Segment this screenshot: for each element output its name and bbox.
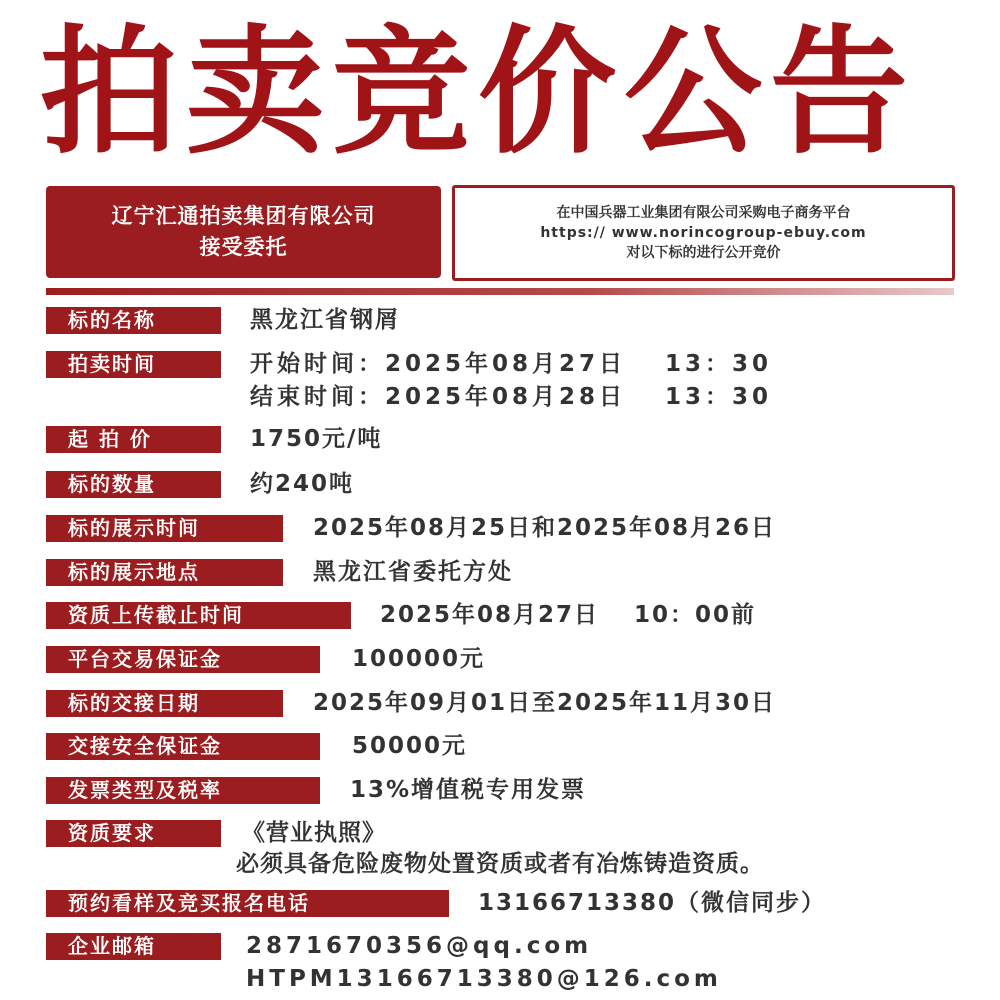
value-phone: 13166713380（微信同步） [478,890,827,916]
value-platform-deposit: 100000元 [352,646,486,672]
value-display-place: 黑龙江省委托方处 [313,559,513,585]
label-auction-time: 拍卖时间 [46,351,221,378]
platform-line-3: 对以下标的进行公开竞价 [626,245,781,261]
value-upload-deadline: 2025年08月27日 10：00前 [380,602,757,628]
label-subject-name: 标的名称 [46,307,221,334]
label-phone: 预约看样及竞买报名电话 [46,890,449,917]
value-email-126: HTPM13166713380@126.com [246,966,722,992]
label-qualification: 资质要求 [46,820,221,847]
value-handover-date: 2025年09月01日至2025年11月30日 [313,690,777,716]
section-divider [46,288,954,295]
value-start-price: 1750元/吨 [250,426,383,452]
value-qualification-requirement: 必须具备危险废物处置资质或者有冶炼铸造资质。 [236,851,764,877]
platform-line-1: 在中国兵器工业集团有限公司采购电子商务平台 [556,205,851,221]
label-email: 企业邮箱 [46,933,221,960]
label-safety-deposit: 交接安全保证金 [46,733,320,760]
value-safety-deposit: 50000元 [352,733,468,759]
auction-agency-box [46,186,441,278]
label-display-time: 标的展示时间 [46,515,283,542]
agency-entrusted: 接受委托 [199,235,288,259]
value-subject-name: 黑龙江省钢屑 [250,307,400,333]
label-platform-deposit: 平台交易保证金 [46,646,320,673]
value-display-time: 2025年08月25日和2025年08月26日 [313,515,777,541]
label-start-price: 起 拍 价 [46,426,221,453]
label-display-place: 标的展示地点 [46,559,283,586]
label-invoice: 发票类型及税率 [46,777,320,804]
value-invoice: 13%增值税专用发票 [350,777,587,803]
value-quantity: 约240吨 [250,471,355,497]
value-auction-end: 结束时间：2025年08月28日 13：30 [250,384,773,410]
platform-info-box [452,185,955,281]
platform-url: https:// www.norincogroup-ebuy.com [540,225,867,241]
label-quantity: 标的数量 [46,471,221,498]
value-auction-start: 开始时间：2025年08月27日 13：30 [250,351,773,377]
label-upload-deadline: 资质上传截止时间 [46,602,351,629]
value-qualification-license: 《营业执照》 [242,820,386,846]
page-title: 拍卖竞价公告 [40,12,917,173]
agency-name: 辽宁汇通拍卖集团有限公司 [111,204,376,228]
value-email-qq: 2871670356@qq.com [246,933,593,959]
label-handover-date: 标的交接日期 [46,690,283,717]
